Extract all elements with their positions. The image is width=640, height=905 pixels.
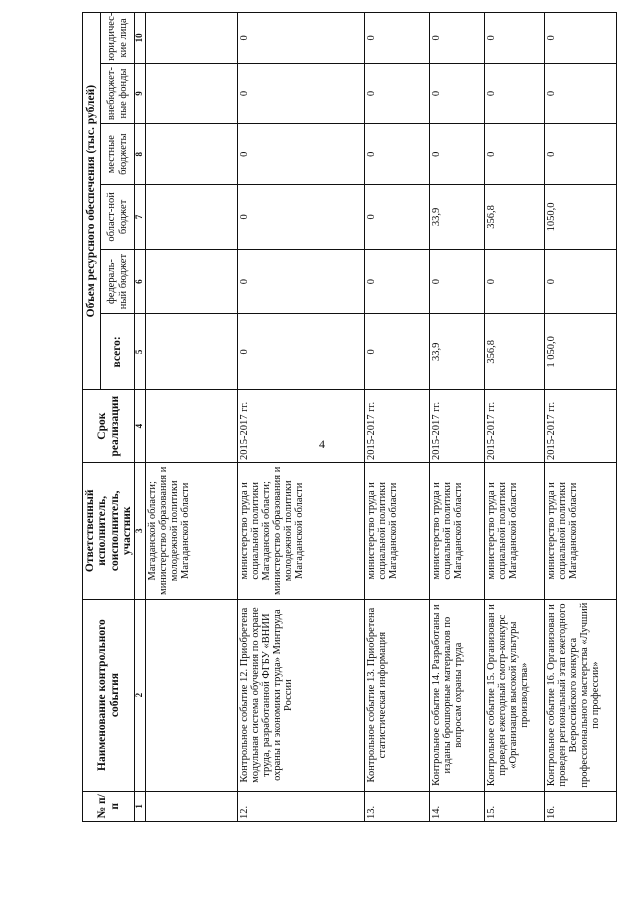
row-term: 2015-2017 гг.	[545, 390, 617, 463]
row-regional: 0	[365, 185, 430, 250]
row-num: 13.	[365, 791, 430, 821]
row-federal: 0	[485, 249, 545, 314]
row-legal: 0	[365, 13, 430, 64]
page-number: 4	[319, 437, 325, 451]
rotated-table-container	[82, 12, 617, 822]
header-term: Срок реализации	[83, 390, 135, 463]
row-executor: Магаданской области; министерство образования и молодежной политики Магаданской области	[146, 463, 238, 600]
table-row	[146, 13, 238, 822]
row-local: 0	[485, 124, 545, 185]
row-extra	[146, 63, 238, 124]
table-row	[365, 13, 430, 822]
row-local: 0	[238, 124, 365, 185]
row-legal: 0	[429, 13, 484, 64]
row-total: 0	[365, 314, 430, 390]
column-number-row	[135, 13, 146, 822]
header-federal: федераль-ный бюджет	[101, 249, 135, 314]
row-federal	[146, 249, 238, 314]
column-number: 5	[135, 314, 146, 390]
row-num: 15.	[485, 791, 545, 821]
row-executor: министерство труда и социальной политики Магаданской области	[485, 463, 545, 600]
row-federal: 0	[429, 249, 484, 314]
row-name: Контрольное событие 15. Организован и проведен ежегодный смотр-конкурс «Организация высокой культуры производства»	[485, 599, 545, 791]
row-num	[146, 791, 238, 821]
row-regional: 356,8	[485, 185, 545, 250]
column-number: 4	[135, 390, 146, 463]
row-name: Контрольное событие 12. Приобретена модульная система обучения по охране труда, разработанной ФГБУ «ВНИИ охраны и экономики труда» Минтруда России	[238, 599, 365, 791]
row-term	[146, 390, 238, 463]
row-executor: министерство труда и социальной политики Магаданской области	[365, 463, 430, 600]
table-row	[545, 13, 617, 822]
row-term: 2015-2017 гг.	[365, 390, 430, 463]
table-row	[238, 13, 365, 822]
control-events-table	[82, 12, 617, 822]
row-extra: 0	[485, 63, 545, 124]
row-name: Контрольное событие 16. Организован и проведен региональный этап ежегодного Всероссийского конкурса профессионального мастерства «Лучший по профессии»	[545, 599, 617, 791]
header-local: местные бюджеты	[101, 124, 135, 185]
column-number: 10	[135, 13, 146, 64]
row-term: 2015-2017 гг.	[238, 390, 365, 463]
row-regional: 33,9	[429, 185, 484, 250]
header-extrabudget: внебюджет-ные фонды	[101, 63, 135, 124]
column-number: 9	[135, 63, 146, 124]
row-total: 1 050,0	[545, 314, 617, 390]
column-number: 2	[135, 599, 146, 791]
column-number: 3	[135, 463, 146, 600]
header-legal: юридичес-кие лица	[101, 13, 135, 64]
row-executor: министерство труда и социальной политики Магаданской области	[545, 463, 617, 600]
row-extra: 0	[238, 63, 365, 124]
row-name: Контрольное событие 14. Разработаны и изданы брошюрные материалов по вопросам охраны труда	[429, 599, 484, 791]
row-total: 33,9	[429, 314, 484, 390]
row-name	[146, 599, 238, 791]
table-row	[429, 13, 484, 822]
row-term: 2015-2017 гг.	[485, 390, 545, 463]
header-regional: област-ной бюджет	[101, 185, 135, 250]
row-regional: 1050,0	[545, 185, 617, 250]
table-row	[485, 13, 545, 822]
row-local: 0	[365, 124, 430, 185]
row-regional: 0	[238, 185, 365, 250]
row-legal: 0	[485, 13, 545, 64]
row-name: Контрольное событие 13. Приобретена статистическая информация	[365, 599, 430, 791]
header-funding: Объем ресурсного обеспечения (тыс. рублей)	[83, 13, 101, 390]
row-total	[146, 314, 238, 390]
row-federal: 0	[238, 249, 365, 314]
row-total: 0	[238, 314, 365, 390]
row-executor: министерство труда и социальной политики Магаданской области; министерство образования и молодежной политики Магаданской области	[238, 463, 365, 600]
column-number: 8	[135, 124, 146, 185]
column-number: 6	[135, 249, 146, 314]
header-executor: Ответственный исполнитель, соисполнитель, участник	[83, 463, 135, 600]
column-number: 1	[135, 791, 146, 821]
row-local	[146, 124, 238, 185]
row-term: 2015-2017 гг.	[429, 390, 484, 463]
row-num: 16.	[545, 791, 617, 821]
row-num: 12.	[238, 791, 365, 821]
row-federal: 0	[545, 249, 617, 314]
row-extra: 0	[365, 63, 430, 124]
row-num: 14.	[429, 791, 484, 821]
row-extra: 0	[429, 63, 484, 124]
row-legal	[146, 13, 238, 64]
row-regional	[146, 185, 238, 250]
row-federal: 0	[365, 249, 430, 314]
header-num: № п/п	[83, 791, 135, 821]
row-local: 0	[429, 124, 484, 185]
row-legal: 0	[545, 13, 617, 64]
row-total: 356,8	[485, 314, 545, 390]
row-executor: министерство труда и социальной политики Магаданской области	[429, 463, 484, 600]
row-extra: 0	[545, 63, 617, 124]
row-legal: 0	[238, 13, 365, 64]
column-number: 7	[135, 185, 146, 250]
header-name: Наименование контрольного события	[83, 599, 135, 791]
row-local: 0	[545, 124, 617, 185]
header-total: всего:	[101, 314, 135, 390]
